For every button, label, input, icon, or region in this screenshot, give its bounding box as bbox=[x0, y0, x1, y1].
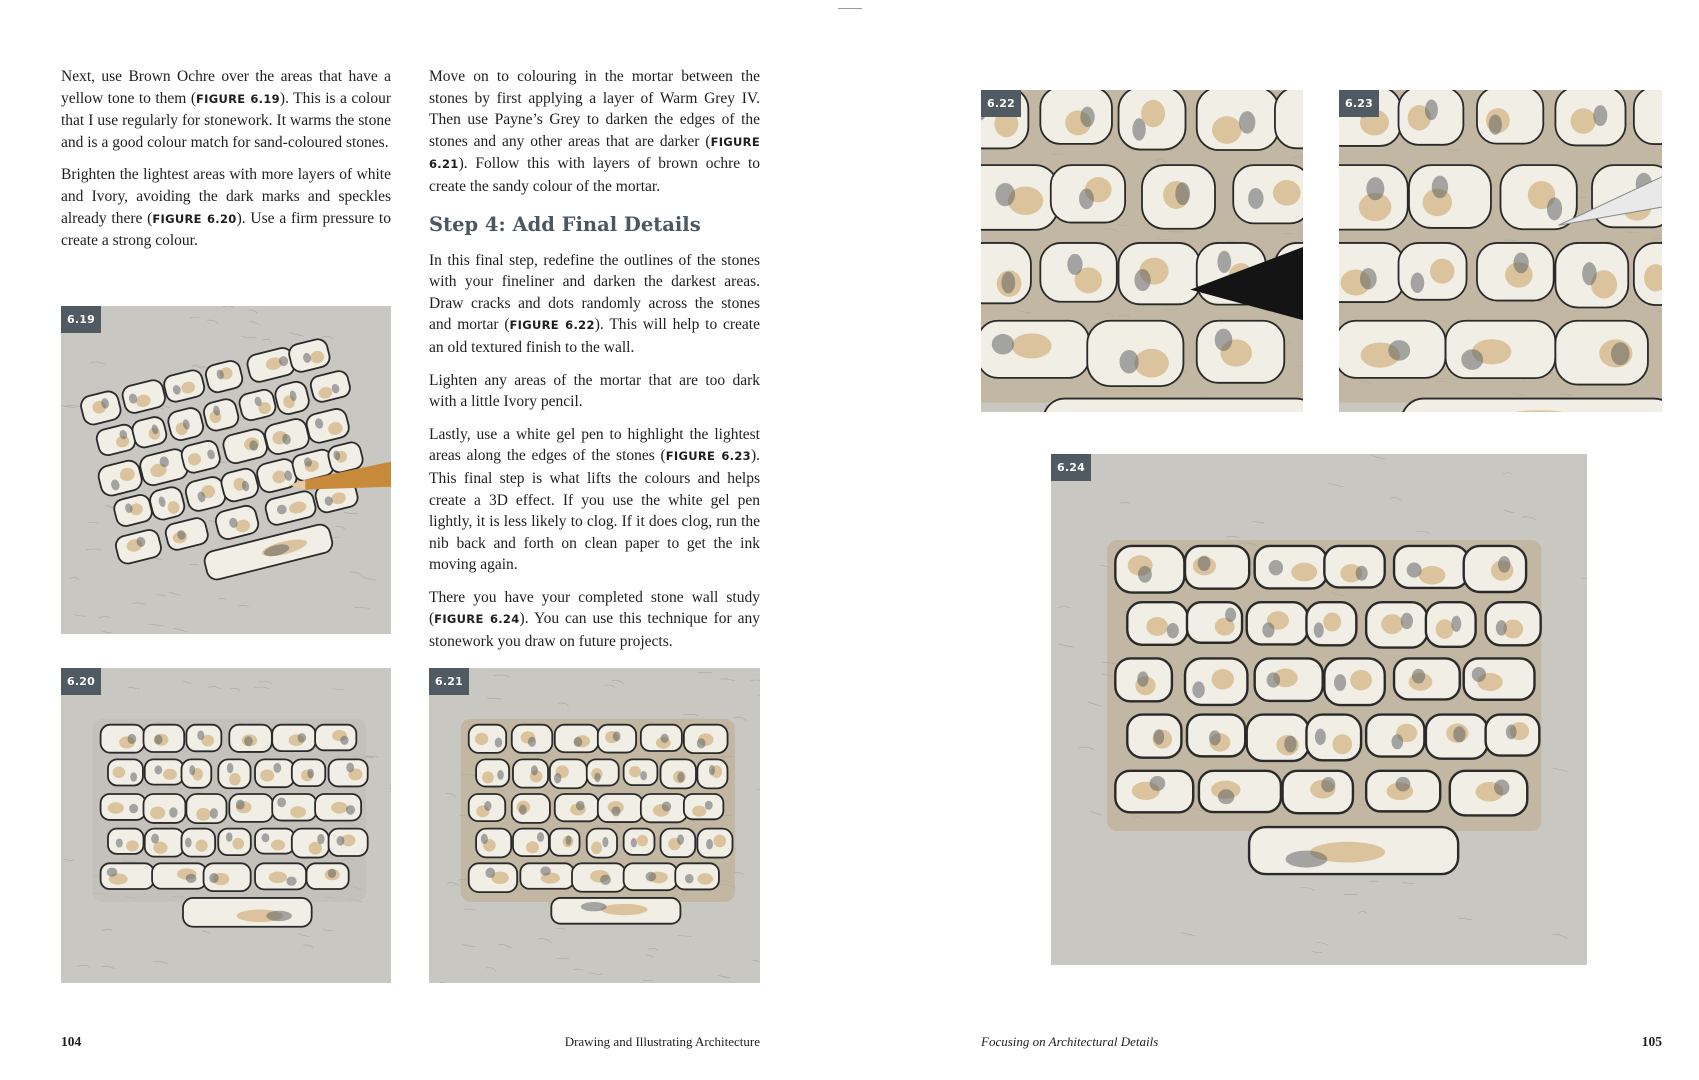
dark-speckle bbox=[1175, 182, 1190, 205]
ochre-tone bbox=[475, 733, 488, 745]
ochre-tone bbox=[150, 807, 165, 820]
stone bbox=[476, 759, 509, 786]
dark-speckle bbox=[1396, 777, 1411, 792]
ochre-tone bbox=[1012, 333, 1052, 358]
figure-6-22 bbox=[981, 90, 1303, 412]
dark-speckle bbox=[1119, 350, 1138, 374]
dark-speckle bbox=[1582, 262, 1597, 285]
dark-speckle bbox=[236, 800, 245, 810]
stone-wall-drawing bbox=[1339, 90, 1662, 412]
dark-speckle bbox=[317, 834, 324, 844]
dark-speckle bbox=[337, 836, 345, 846]
dark-speckle bbox=[1001, 272, 1015, 294]
ochre-tone bbox=[1571, 108, 1596, 134]
dark-speckle bbox=[130, 772, 137, 781]
paragraph-gel-pen: Lastly, use a white gel pen to highlight the lightest areas along the edges of the stones (FIGURE 6.23). This final step is what lifts the colours and helps create a 3D effect. If you use the white gel pen lightly, it is less likely to clog. If it does clog, run the nib back and forth on clean paper to get the ink moving again. bbox=[429, 425, 760, 574]
dark-speckle bbox=[307, 769, 314, 779]
dark-speckle bbox=[1401, 613, 1413, 629]
dark-speckle bbox=[1314, 622, 1324, 638]
stone bbox=[1197, 90, 1279, 150]
stone-wall bbox=[461, 719, 735, 924]
dark-speckle bbox=[273, 763, 281, 773]
dark-speckle bbox=[1225, 607, 1236, 622]
dark-speckle bbox=[495, 737, 502, 747]
ochre-tone bbox=[269, 872, 287, 883]
dark-speckle bbox=[705, 801, 713, 810]
ochre-tone bbox=[629, 766, 641, 777]
dark-speckle bbox=[1217, 251, 1231, 273]
page-number-right: 105 bbox=[1641, 1034, 1662, 1049]
ochre-tone bbox=[526, 841, 539, 853]
dark-speckle bbox=[1321, 777, 1335, 792]
dark-speckle bbox=[1192, 681, 1204, 698]
dark-speckle bbox=[677, 772, 684, 782]
dark-speckle bbox=[1496, 620, 1507, 636]
dark-speckle bbox=[602, 837, 608, 847]
dark-speckle bbox=[484, 801, 491, 811]
ochre-tone bbox=[1430, 259, 1454, 284]
ochre-tone bbox=[1134, 349, 1169, 378]
dark-speckle bbox=[709, 765, 715, 775]
dark-speckle bbox=[1334, 674, 1346, 691]
dark-speckle bbox=[340, 736, 348, 745]
dark-speckle bbox=[154, 735, 162, 745]
dark-speckle bbox=[995, 183, 1015, 206]
dark-speckle bbox=[1248, 188, 1263, 209]
stone bbox=[587, 829, 617, 858]
ochre-tone bbox=[260, 769, 274, 781]
ochre-tone bbox=[196, 840, 208, 852]
stone bbox=[292, 829, 329, 858]
ochre-tone bbox=[163, 769, 177, 780]
dark-speckle bbox=[185, 837, 192, 847]
dark-speckle bbox=[1489, 114, 1502, 134]
figure-label: 6.24 bbox=[1051, 454, 1091, 481]
figure-reference: FIGURE 6.19 bbox=[196, 91, 280, 106]
dark-speckle bbox=[1137, 671, 1148, 686]
dark-speckle bbox=[226, 832, 233, 842]
dark-speckle bbox=[1218, 789, 1234, 804]
dark-speckle bbox=[685, 874, 694, 883]
dark-speckle bbox=[210, 808, 218, 818]
dark-speckle bbox=[1067, 254, 1082, 275]
dark-speckle bbox=[107, 867, 118, 876]
stone bbox=[1275, 90, 1303, 148]
dark-speckle bbox=[631, 838, 637, 847]
dark-speckle bbox=[600, 875, 611, 885]
dark-speckle bbox=[697, 738, 706, 748]
dark-speckle bbox=[640, 771, 647, 780]
dark-speckle bbox=[1153, 729, 1164, 745]
ochre-tone bbox=[126, 840, 139, 851]
stone bbox=[1187, 602, 1242, 643]
step-heading: Step 4: Add Final Details bbox=[429, 212, 701, 236]
stone bbox=[144, 794, 186, 823]
ochre-tone bbox=[1323, 612, 1341, 631]
dark-speckle bbox=[1461, 349, 1483, 370]
figure-6-24 bbox=[1051, 454, 1587, 965]
dark-speckle bbox=[481, 834, 488, 844]
dark-speckle bbox=[1472, 667, 1486, 682]
dark-speckle bbox=[1198, 556, 1211, 571]
ochre-tone bbox=[1212, 669, 1234, 689]
dark-speckle bbox=[1425, 99, 1438, 120]
dark-speckle bbox=[128, 734, 137, 744]
dark-speckle bbox=[1593, 105, 1607, 126]
dark-speckle bbox=[1079, 189, 1094, 210]
dark-speckle bbox=[537, 832, 544, 842]
stone bbox=[1634, 90, 1662, 144]
dark-speckle bbox=[613, 731, 621, 741]
dark-speckle bbox=[1360, 268, 1377, 289]
ochre-tone bbox=[1332, 734, 1352, 754]
dark-speckle bbox=[574, 737, 583, 747]
dark-speckle bbox=[1453, 726, 1465, 742]
figure-reference: FIGURE 6.22 bbox=[509, 318, 595, 333]
dark-speckle bbox=[1506, 725, 1517, 740]
dark-speckle bbox=[1494, 779, 1509, 795]
ochre-tone bbox=[601, 904, 647, 915]
dark-speckle bbox=[227, 763, 233, 773]
ochre-tone bbox=[229, 773, 241, 786]
dark-speckle bbox=[1411, 273, 1425, 293]
dark-speckle bbox=[244, 736, 253, 746]
ochre-tone bbox=[1419, 566, 1446, 584]
dark-speckle bbox=[1547, 197, 1562, 220]
ochre-tone bbox=[692, 806, 706, 817]
dark-speckle bbox=[677, 834, 684, 844]
dark-speckle bbox=[661, 734, 669, 743]
dark-speckle bbox=[662, 801, 671, 811]
dark-speckle bbox=[154, 765, 162, 774]
dark-speckle bbox=[1167, 623, 1179, 638]
figure-6-21 bbox=[429, 668, 760, 983]
dark-speckle bbox=[169, 807, 177, 817]
dark-speckle bbox=[531, 765, 538, 775]
dark-speckle bbox=[1498, 556, 1510, 573]
ochre-tone bbox=[1350, 670, 1372, 691]
stone-wall bbox=[1107, 540, 1541, 874]
ochre-tone bbox=[108, 802, 124, 813]
dark-speckle bbox=[1451, 616, 1461, 632]
figure-reference: FIGURE 6.20 bbox=[152, 211, 237, 226]
ochre-tone bbox=[637, 835, 648, 847]
ochre-tone bbox=[232, 838, 244, 850]
figure-reference: FIGURE 6.21 bbox=[429, 134, 760, 172]
ochre-tone bbox=[713, 834, 726, 847]
figure-6-20 bbox=[61, 668, 391, 983]
stone bbox=[108, 829, 144, 854]
dark-speckle bbox=[1388, 340, 1410, 361]
left-column-2 bbox=[429, 66, 760, 664]
stone bbox=[1247, 715, 1309, 761]
dark-speckle bbox=[197, 731, 204, 741]
stone-wall-drawing bbox=[61, 306, 391, 634]
stone-wall-drawing bbox=[429, 668, 760, 983]
stone-wall bbox=[93, 719, 368, 927]
dark-speckle bbox=[992, 334, 1014, 355]
dark-speckle bbox=[1262, 622, 1274, 637]
figure-label: 6.20 bbox=[61, 668, 101, 695]
dark-speckle bbox=[1284, 736, 1296, 753]
stone-wall bbox=[1339, 90, 1662, 412]
dark-speckle bbox=[1315, 729, 1326, 745]
stone-wall bbox=[981, 90, 1303, 412]
dark-speckle bbox=[286, 876, 296, 885]
ochre-tone bbox=[1291, 563, 1317, 582]
ochre-tone bbox=[1436, 619, 1454, 639]
dark-speckle bbox=[1215, 329, 1233, 351]
page-number-left: 104 bbox=[61, 1034, 82, 1049]
stone bbox=[675, 863, 719, 889]
ochre-tone bbox=[290, 806, 306, 818]
dark-speckle bbox=[209, 873, 218, 883]
figure-6-23 bbox=[1339, 90, 1662, 412]
dark-speckle bbox=[129, 804, 138, 813]
dark-speckle bbox=[1432, 176, 1448, 199]
dark-speckle bbox=[189, 765, 195, 775]
dark-speckle bbox=[581, 902, 607, 911]
dark-speckle bbox=[1267, 672, 1281, 687]
dark-speckle bbox=[266, 911, 292, 921]
ochre-tone bbox=[1212, 116, 1241, 144]
dark-speckle bbox=[1132, 118, 1145, 140]
figure-6-19 bbox=[61, 306, 391, 634]
figure-label: 6.21 bbox=[429, 668, 469, 695]
dark-speckle bbox=[1513, 252, 1528, 273]
paragraph-mortar: Move on to colouring in the mortar between the stones by first applying a layer of Warm Grey IV. Then use Payne’s Grey to darken the edges of the stones and any other areas that are darker (FIGURE 6.21). Follow this with layers of brown ochre to create the sandy colour of the mortar. bbox=[429, 68, 760, 195]
dark-speckle bbox=[1134, 269, 1150, 291]
dark-speckle bbox=[497, 770, 504, 780]
dark-speckle bbox=[328, 869, 336, 878]
figure-reference: FIGURE 6.24 bbox=[434, 612, 520, 627]
dark-speckle bbox=[1407, 563, 1422, 578]
dark-speckle bbox=[1138, 566, 1152, 583]
stone bbox=[1306, 715, 1361, 761]
figure-label: 6.22 bbox=[981, 90, 1021, 117]
dark-speckle bbox=[1392, 734, 1404, 749]
stone-wall-drawing bbox=[1051, 454, 1587, 965]
dark-speckle bbox=[1286, 851, 1328, 868]
stone-wall-drawing bbox=[981, 90, 1303, 412]
dark-speckle bbox=[151, 834, 159, 844]
dark-speckle bbox=[576, 801, 585, 811]
figure-label: 6.23 bbox=[1339, 90, 1379, 117]
ochre-tone bbox=[331, 802, 348, 814]
stone bbox=[1402, 399, 1662, 412]
ochre-tone bbox=[482, 771, 494, 783]
ochre-tone bbox=[697, 873, 713, 885]
page-spread-marker bbox=[838, 8, 862, 9]
dark-speckle bbox=[612, 806, 621, 816]
paragraph-final-step: In this final step, redefine the outlines of the stones with your fineliner and darken the darkest areas. Draw cracks and dots randomly across the stones and mortar (FIGURE 6.22). This will help to create an old textured finish to the wall. bbox=[429, 251, 760, 356]
ochre-tone bbox=[196, 808, 210, 821]
running-head-right: Focusing on Architectural Details bbox=[981, 1034, 1159, 1049]
dark-speckle bbox=[1611, 342, 1630, 365]
dark-speckle bbox=[594, 773, 600, 782]
dark-speckle bbox=[1150, 776, 1166, 791]
ochre-tone bbox=[1381, 614, 1403, 634]
ochre-tone bbox=[113, 767, 126, 779]
stone bbox=[101, 863, 154, 889]
dark-speckle bbox=[1239, 111, 1255, 134]
dark-speckle bbox=[528, 737, 536, 747]
figure-label: 6.19 bbox=[61, 306, 101, 333]
running-head-left: Drawing and Illustrating Architecture bbox=[564, 1034, 760, 1049]
ochre-tone bbox=[1146, 617, 1168, 636]
paragraph-brighten: Brighten the lightest areas with more layers of white and Ivory, avoiding the dark marks and speckles already there (FIGURE 6.20). Use a firm pressure to create a strong colour. bbox=[61, 166, 391, 250]
dark-speckle bbox=[1080, 107, 1094, 127]
dark-speckle bbox=[646, 872, 657, 882]
dark-speckle bbox=[346, 805, 355, 815]
dark-speckle bbox=[706, 839, 713, 849]
dark-speckle bbox=[485, 868, 495, 878]
stone bbox=[1255, 546, 1327, 588]
figure-reference: FIGURE 6.23 bbox=[665, 449, 751, 464]
dark-speckle bbox=[262, 833, 270, 842]
dark-speckle bbox=[519, 805, 527, 815]
dark-speckle bbox=[566, 835, 572, 845]
dark-speckle bbox=[297, 733, 306, 743]
dark-speckle bbox=[116, 838, 123, 847]
dark-speckle bbox=[540, 866, 551, 875]
dark-speckle bbox=[554, 773, 561, 783]
paragraph-brown-ochre: Next, use Brown Ochre over the areas that have a yellow tone to them (FIGURE 6.19). This is a colour that I use regularly for stonework. It warms the stone and is a good colour match for sand-coloured stones. bbox=[61, 68, 391, 151]
dark-speckle bbox=[346, 763, 354, 773]
dark-speckle bbox=[1356, 566, 1368, 581]
left-column-1 bbox=[61, 66, 391, 263]
ochre-tone bbox=[271, 840, 285, 851]
dark-speckle bbox=[186, 874, 197, 883]
dark-speckle bbox=[1209, 730, 1221, 745]
paragraph-lighten: Lighten any areas of the mortar that are too dark with a little Ivory pencil. bbox=[429, 371, 760, 411]
ochre-tone bbox=[591, 842, 602, 855]
paragraph-completed: There you have your completed stone wall study (FIGURE 6.24). You can use this technique for any stonework you draw on future projects. bbox=[429, 588, 760, 651]
dark-speckle bbox=[1269, 560, 1283, 575]
dark-speckle bbox=[277, 798, 286, 808]
dark-speckle bbox=[1412, 669, 1425, 684]
stone bbox=[1043, 399, 1303, 412]
stone-wall-drawing bbox=[61, 668, 391, 983]
ochre-tone bbox=[1273, 180, 1301, 206]
dark-speckle bbox=[1366, 177, 1384, 200]
